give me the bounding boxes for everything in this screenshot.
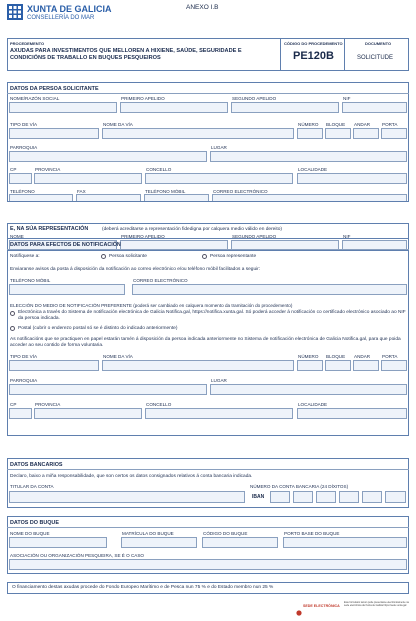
logo-line1: XUNTA DE GALICIA: [27, 4, 112, 14]
xunta-emblem-icon: [7, 4, 23, 20]
iban-box-1[interactable]: [270, 491, 290, 503]
radio-postal[interactable]: [10, 326, 15, 331]
notif-nome-via-label: NOME DA VÍA: [103, 354, 133, 359]
applicant-title: DATOS DA PERSOA SOLICITANTE: [10, 86, 99, 92]
lugar-label: LUGAR: [211, 145, 227, 150]
boat-nome-label: NOME DO BUQUE: [10, 531, 50, 536]
notif-tipo-via-label: TIPO DE VÍA: [10, 354, 38, 359]
iban-label: IBAN: [252, 494, 265, 500]
iban-box-3[interactable]: [316, 491, 336, 503]
boat-porto-label: PORTO BASE DO BUQUE: [284, 531, 340, 536]
apelido1-field[interactable]: [120, 102, 228, 113]
porta-label: PORTA: [382, 122, 398, 127]
sede-label[interactable]: SEDE ELECTRÓNICA: [303, 604, 340, 608]
code-label: CÓDIGO DO PROCEDEMENTO: [284, 41, 343, 46]
radio-solicitante[interactable]: [101, 254, 106, 259]
rep-apelido2-label: SEGUNDO APELIDO: [232, 234, 277, 239]
radio-electronica[interactable]: [10, 311, 15, 316]
nif-label: NIF: [343, 96, 351, 101]
notif-concello-field[interactable]: [145, 408, 293, 419]
notif-bloque-field[interactable]: [325, 360, 351, 371]
iban-box-2[interactable]: [293, 491, 313, 503]
notif-porta-label: PORTA: [382, 354, 398, 359]
notif-lugar-field[interactable]: [210, 384, 407, 395]
notif-localidade-label: LOCALIDADE: [298, 402, 328, 407]
procedure-label: PROCEDEMENTO: [10, 41, 45, 46]
lugar-field[interactable]: [210, 151, 407, 162]
radio-representante[interactable]: [202, 254, 207, 259]
notif-localidade-field[interactable]: [297, 408, 407, 419]
opt-representante-label: Persoa representante: [210, 254, 257, 259]
titular-label: TITULAR DA CONTA: [10, 484, 54, 489]
bloque-field[interactable]: [325, 128, 351, 139]
code-value: PE120B: [293, 50, 334, 62]
correo-field[interactable]: [212, 194, 407, 201]
bank-declaro: Declaro, baixo a miña responsabilidade, que son certos os datos consignados relativos á conta bancaria indicada.: [10, 474, 253, 479]
apelido2-label: SEGUNDO APELIDO: [232, 96, 277, 101]
andar-field[interactable]: [353, 128, 379, 139]
notif-telefono-label: TELÉFONO MÓBIL: [10, 278, 51, 283]
notif-correo-label: CORREO ELECTRÓNICO: [133, 278, 188, 283]
boat-codigo-label: CÓDIGO DO BUQUE: [203, 531, 248, 536]
provincia-label: PROVINCIA: [35, 167, 61, 172]
iban-box-4[interactable]: [339, 491, 359, 503]
rep-apelido1-label: PRIMEIRO APELIDO: [121, 234, 165, 239]
notification-title: DATOS PARA EFECTOS DE NOTIFICACIÓN: [10, 242, 121, 248]
notif-porta-field[interactable]: [381, 360, 407, 371]
rep-nif-label: NIF: [343, 234, 351, 239]
representative-title: E, NA SÚA REPRESENTACIÓN: [10, 226, 89, 232]
logo-line2: CONSELLERÍA DO MAR: [27, 15, 95, 21]
nome-via-label: NOME DA VÍA: [103, 122, 133, 127]
nome-label: NOME/RAZÓN SOCIAL: [10, 96, 60, 101]
concello-field[interactable]: [145, 173, 293, 184]
sede-icon: [296, 603, 302, 609]
andar-label: ANDAR: [354, 122, 371, 127]
apelido1-label: PRIMEIRO APELIDO: [121, 96, 165, 101]
xunta-logo: [7, 4, 23, 20]
tipo-via-label: TIPO DE VÍA: [10, 122, 38, 127]
doc-value: SOLICITUDE: [357, 55, 394, 61]
eleccion-text: ELECCIÓN DO MEDIO DE NOTIFICACIÓN PREFERENTE (poderá ser cambiado en calquera momento da tramitación do procedemento): [10, 303, 293, 308]
apelido2-field[interactable]: [231, 102, 339, 113]
titular-field[interactable]: [9, 491, 245, 503]
boat-codigo-field[interactable]: [202, 537, 278, 548]
notif-provincia-label: PROVINCIA: [35, 402, 61, 407]
boat-nome-field[interactable]: [9, 537, 107, 548]
asociacion-field[interactable]: [9, 559, 407, 570]
notif-bloque-label: BLOQUE: [326, 354, 346, 359]
boat-porto-field[interactable]: [283, 537, 407, 548]
notif-numero-label: NÚMERO: [298, 354, 319, 359]
doc-label: DOCUMENTO: [365, 41, 392, 46]
parroquia-field[interactable]: [9, 151, 207, 162]
boat-title: DATOS DO BUQUE: [10, 520, 59, 526]
porta-field[interactable]: [381, 128, 407, 139]
telefono-mobil-label: TELÉFONO MÓBIL: [145, 189, 186, 194]
opt-solicitante-label: Persoa solicitante: [109, 254, 147, 259]
notifiquese-label: Notifíquese a:: [10, 254, 40, 259]
notif-correo-field[interactable]: [132, 284, 407, 295]
cp-label: CP: [10, 167, 17, 172]
nota-text: As notificacións que se practiquen en papel estarán tamén á disposición da persoa indicada anteriormente no Sistema de notificación electrónica de Galicia Notifica.gal, para que poida acceder ao seu contido de forma voluntaria.: [10, 337, 401, 348]
notif-nome-via-field[interactable]: [102, 360, 294, 371]
notif-andar-field[interactable]: [353, 360, 379, 371]
bloque-label: BLOQUE: [326, 122, 346, 127]
notif-numero-field[interactable]: [297, 360, 323, 371]
provincia-field[interactable]: [34, 173, 142, 184]
cp-field[interactable]: [9, 173, 32, 184]
numero-field[interactable]: [297, 128, 323, 139]
nome-via-field[interactable]: [102, 128, 294, 139]
fax-label: FAX: [77, 189, 86, 194]
fax-field[interactable]: [76, 194, 141, 201]
tipo-via-field[interactable]: [9, 128, 99, 139]
notif-cp-field[interactable]: [9, 408, 32, 419]
notif-telefono-field[interactable]: [9, 284, 125, 295]
rep-nome-label: NOME: [10, 234, 24, 239]
correo-label: CORREO ELECTRÓNICO: [213, 189, 268, 194]
nif-field[interactable]: [342, 102, 407, 113]
notif-parroquia-label: PARROQUIA: [10, 378, 38, 383]
notif-concello-label: CONCELLO: [146, 402, 172, 407]
opt-postal-text: Postal (cubrir o enderezo postal só se é distinto do indicado anteriormente): [18, 326, 178, 331]
notif-lugar-label: LUGAR: [211, 378, 227, 383]
localidade-label: LOCALIDADE: [298, 167, 328, 172]
iban-box-6[interactable]: [385, 491, 406, 503]
notif-tipo-via-field[interactable]: [9, 360, 99, 371]
numero-conta-label: NÚMERO DA CONTA BANCARIA (24 DÍXITOS): [250, 484, 349, 489]
numero-label: NÚMERO: [298, 122, 319, 127]
asociacion-label: ASOCIACIÓN OU ORGANIZACIÓN PESQUEIRA, SE É O CASO: [10, 553, 145, 558]
annex-label: ANEXO I.B: [186, 4, 219, 11]
aviso-text: Enviaranse avisos da posta á disposición da notificación ao correo electrónico e/ou teléfono móbil facilitados a seguir:: [10, 267, 261, 272]
procedure-title: AXUDAS PARA INVESTIMENTOS QUE MELLOREN A HIXIENE, SAÚDE, SEGURIDADE E CONDICIÓNS DE TRABALLO EN BUQUES PESQUEIROS: [10, 48, 242, 61]
concello-label: CONCELLO: [146, 167, 172, 172]
iban-box-5[interactable]: [362, 491, 382, 503]
telefono-label: TELÉFONO: [10, 189, 35, 194]
bank-title: DATOS BANCARIOS: [10, 462, 63, 468]
notif-parroquia-field[interactable]: [9, 384, 207, 395]
boat-matricula-label: MATRÍCULA DO BUQUE: [122, 531, 174, 536]
parroquia-label: PARROQUIA: [10, 145, 38, 150]
localidade-field[interactable]: [297, 173, 407, 184]
boat-matricula-field[interactable]: [121, 537, 197, 548]
telefono-field[interactable]: [9, 194, 73, 201]
financing-text: O financiamento destas axudas procede do Fondo Europeo Marítimo e de Pesca nun 75 % e do Estado membro nun 25 %: [12, 585, 274, 590]
notif-provincia-field[interactable]: [34, 408, 142, 419]
opt-electronica-text: Electrónica a través do Sistema de notificación electrónica de Galicia Notifica.gal, https://notifica.xunta.gal. Só poderá acceder á notificación co certificado electrónico asociado ao NIF da persoa indicada.: [18, 310, 406, 321]
notif-andar-label: ANDAR: [354, 354, 371, 359]
notif-cp-label: CP: [10, 402, 17, 407]
representative-subtitle: (deberá acreditarse a representación fidedigna por calquera medio válido en dereito): [102, 227, 282, 232]
telefono-mobil-field[interactable]: [144, 194, 209, 201]
nome-field[interactable]: [9, 102, 117, 113]
fine-print: Este formulario tamén pode presentarse electrónicamente na sede electrónica da Xunta de Galicia https://sede.xunta.gal: [344, 601, 409, 607]
